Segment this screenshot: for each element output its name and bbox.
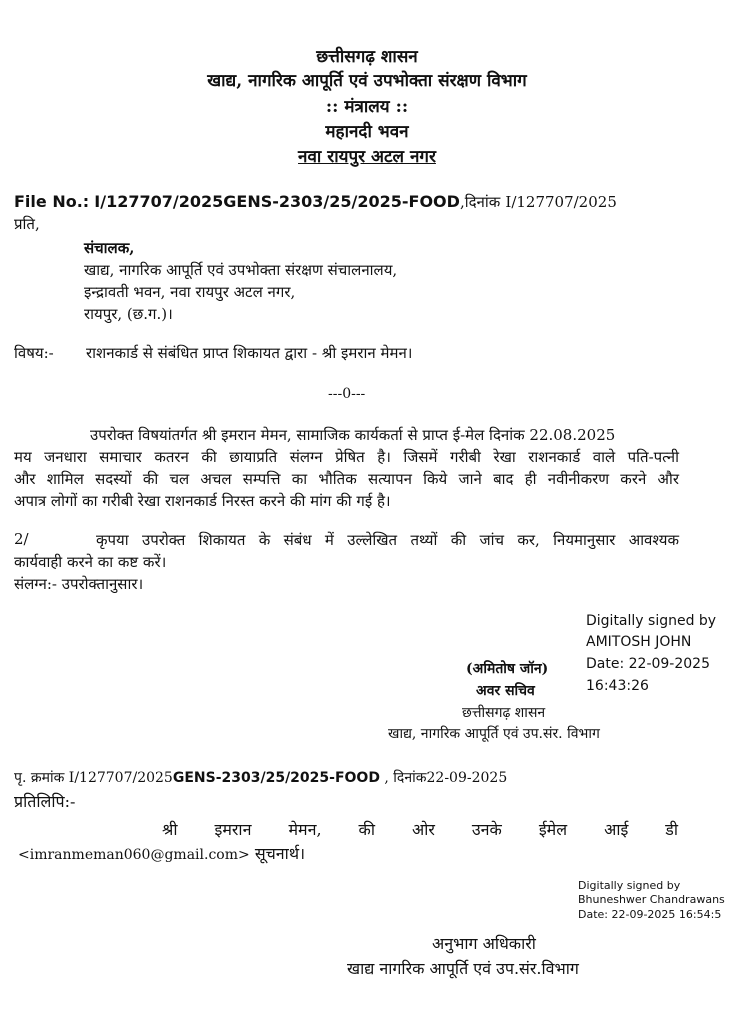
para2-number: 2/ — [14, 530, 29, 548]
signatory-1-org-1: छत्तीसगढ़ शासन — [462, 705, 546, 721]
copy-email: <imranmeman060@gmail.com> — [18, 847, 250, 863]
recipient-line-2: इन्द्रावती भवन, नवा रायपुर अटल नगर, — [84, 283, 296, 301]
copy-line-2-rest: सूचनार्थ। — [249, 844, 306, 863]
file-date-value: I/127707/2025 — [505, 193, 617, 211]
para1-line-4: अपात्र लोगों का गरीबी रेखा राशनकार्ड निरस्त करने की मांग की गई है। — [14, 492, 391, 510]
recipient-line-1: खाद्य, नागरिक आपूर्ति एवं उपभोक्ता संरक्षण संचालनालय, — [84, 261, 398, 279]
separator: ---0--- — [328, 386, 366, 402]
subject-text: राशनकार्ड से संबंधित प्राप्त शिकायत द्वारा - श्री इमरान मेमन। — [86, 344, 413, 362]
copy-line-2 — [18, 842, 305, 864]
digital-signature-2-line-3: Date: 22-09-2025 16:54:5 — [578, 908, 722, 921]
signatory-1-designation: अवर सचिव — [476, 683, 535, 699]
para1-line-2: मय जनधारा समाचार कतरन की छायाप्रति संलग्न प्रेषित है। जिसमें गरीबी रेखा राशनकार्ड वाले पति-पत्नी — [14, 448, 679, 466]
recipient-prati: प्रति, — [14, 215, 40, 233]
signatory-2-designation: अनुभाग अधिकारी — [432, 934, 536, 953]
subject-label: विषय:- — [14, 344, 54, 362]
digital-signature-1-line-1: Digitally signed by — [586, 613, 717, 629]
copy-line-1: श्री इमरान मेमन, की ओर उनके ईमेल आई डी — [162, 820, 678, 839]
endorsement-date: , दिनांक22-09-2025 — [379, 770, 508, 786]
para2-line-1: कृपया उपरोक्त शिकायत के संबंध में उल्लेखित तथ्यों की जांच कर, नियमानुसार आवश्यक — [96, 531, 679, 549]
signatory-1-name: (अमितोष जॉन) — [466, 661, 549, 677]
header-line-ministry: :: मंत्रालय :: — [325, 97, 409, 117]
enclosure-note: संलग्न:- उपरोक्तानुसार। — [14, 575, 144, 593]
recipient-title: संचालक, — [84, 239, 135, 257]
header-line-city: नवा रायपुर अटल नगर — [298, 147, 436, 167]
header-line-building: महानदी भवन — [325, 122, 409, 142]
para2-line-2: कार्यवाही करने का कष्ट करें। — [14, 553, 167, 571]
endorsement-number-row — [14, 768, 507, 787]
endorsement-number: GENS-2303/25/2025-FOOD — [172, 770, 380, 786]
file-date-label: ,दिनांक — [459, 193, 501, 211]
para1-line-1: उपरोक्त विषयांतर्गत श्री इमरान मेमन, सामाजिक कार्यकर्ता से प्राप्त ई-मेल दिनांक 22.08.2025 — [90, 426, 616, 444]
para1-line-3: और शामिल सदस्यों की चल अचल सम्पत्ति का भौतिक सत्यापन किये जाने बाद ही नवीनीकरण करने और — [14, 470, 679, 488]
recipient-line-3: रायपुर, (छ.ग.)। — [84, 305, 173, 323]
digital-signature-1-line-4: 16:43:26 — [586, 678, 649, 694]
header-line-department: खाद्य, नागरिक आपूर्ति एवं उपभोक्ता संरक्षण विभाग — [207, 71, 527, 91]
copy-label: प्रतिलिपि:- — [14, 792, 76, 811]
file-number: I/127707/2025GENS-2303/25/2025-FOOD — [94, 192, 460, 211]
endorsement-prefix: पृ. क्रमांक I/127707/2025 — [14, 770, 173, 786]
signatory-2-org: खाद्य नागरिक आपूर्ति एवं उप.संर.विभाग — [347, 959, 579, 978]
digital-signature-2-line-1: Digitally signed by — [578, 879, 681, 892]
digital-signature-1-line-2: AMITOSH JOHN — [586, 634, 692, 650]
digital-signature-2-line-2: Bhuneshwer Chandrawans — [578, 893, 725, 906]
digital-signature-1-line-3: Date: 22-09-2025 — [586, 656, 710, 672]
file-label: File No.: — [14, 192, 90, 211]
file-number-row — [14, 192, 617, 212]
signatory-1-org-2: खाद्य, नागरिक आपूर्ति एवं उप.संर. विभाग — [388, 726, 600, 742]
header-line-govt: छत्तीसगढ़ शासन — [316, 47, 418, 67]
